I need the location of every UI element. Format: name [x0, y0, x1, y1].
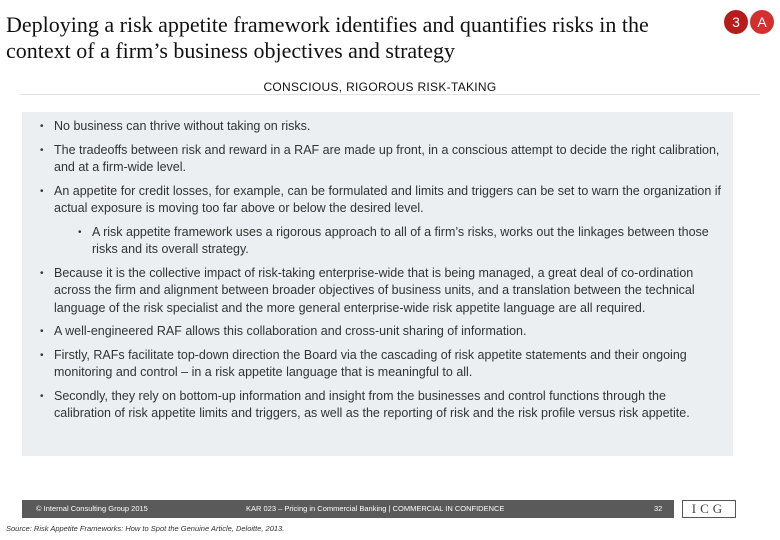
icg-logo: ICG — [682, 500, 736, 518]
page-number: 32 — [654, 504, 663, 513]
footer-copyright: © Internal Consulting Group 2015 — [36, 504, 148, 513]
bullet-item: • Firstly, RAFs facilitate top-down direction the Board via the cascading of risk appetite statements and their ongoing monitoring and control – in a risk appetite language that is meaningful to all. — [38, 347, 725, 382]
bullet-item: • The tradeoffs between risk and reward in a RAF are made up front, in a conscious attempt to decide the right calibration, and at a firm-wide level. — [38, 142, 725, 177]
subtitle-divider — [20, 94, 760, 95]
bullet-item: • No business can thrive without taking on risks. — [38, 118, 725, 136]
bullet-item: • Because it is the collective impact of risk-taking enterprise-wide that is being managed, a great deal of co-ordination across the firm and alignment between broader objectives of business units, and a translation between the technical language of the risk specialist and the more general enterprise-wide risk appetite language are all required. — [38, 265, 725, 318]
bullet-item: • An appetite for credit losses, for example, can be formulated and limits and triggers can be set to warn the organization if actual exposure is moving too far above or below the desired level. — [38, 183, 725, 218]
bullet-item: • Secondly, they rely on bottom-up information and insight from the businesses and control functions through the calibration of risk appetite limits and triggers, as well as the reporting of risk and the risk profile versus risk appetite. — [38, 388, 725, 423]
source-citation: Source: Risk Appetite Frameworks: How to Spot the Genuine Article, Deloitte, 2013. — [6, 524, 285, 533]
slide-title: Deploying a risk appetite framework identifies and quantifies risks in the context of a firm’s business objectives and strategy — [6, 12, 649, 63]
sub-bullet-item: • A risk appetite framework uses a rigorous approach to all of a firm’s risks, works out the linkages between those risks and its overall strategy. — [76, 224, 725, 259]
content-panel — [22, 112, 733, 456]
bullet-item: • A well-engineered RAF allows this collaboration and cross-unit sharing of information. — [38, 323, 725, 341]
section-subtitle: CONSCIOUS, RIGOROUS RISK-TAKING — [263, 80, 497, 94]
section-letter-badge: A — [750, 10, 774, 34]
footer-bar — [22, 500, 674, 518]
section-number-badge: 3 — [724, 10, 748, 34]
footer-course-label: KAR 023 – Pricing in Commercial Banking | COMMERCIAL IN CONFIDENCE — [246, 504, 505, 513]
